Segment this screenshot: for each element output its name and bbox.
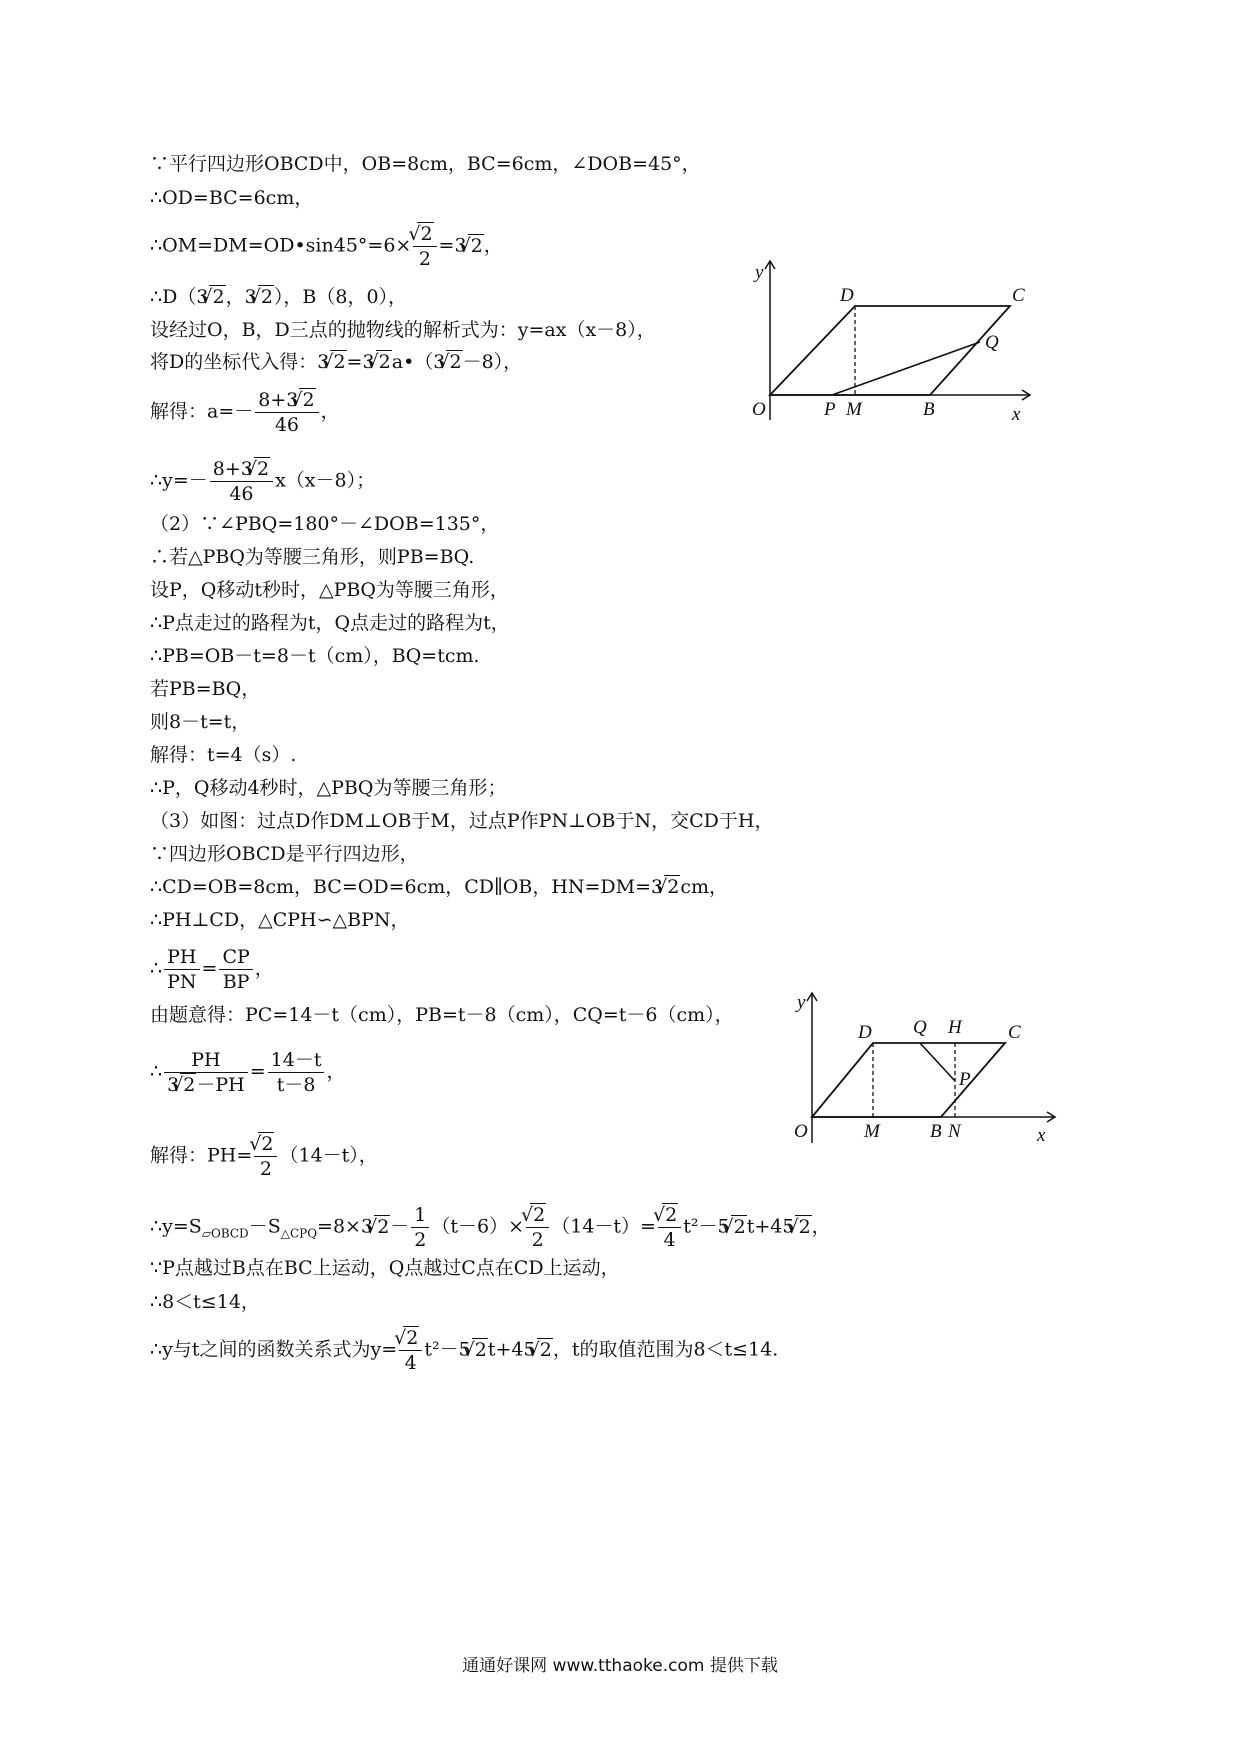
fraction-root2-over-2: √ $\frac{2}{2}$	[413, 222, 436, 271]
text-line-3: ∴OM=DM=OD•sin45°=6× √ $\frac{2}{2}$ =3√ 2，	[150, 222, 503, 271]
text-line-6: 将D的坐标代入得：3√ 2=3√ 2a•（3√ 2－8），	[150, 350, 522, 374]
text-line-24: ∴ $\frac{PH}{3√ 2-PH}$ = $\frac{14-t}{t-8}$ ，	[150, 1048, 346, 1097]
label-m: M	[864, 1121, 880, 1142]
footer-text: 通通好课网 www.tthaoke.com 提供下载	[462, 1656, 778, 1676]
pq-segment	[832, 342, 980, 395]
text-line-4: ∴D（3√ 2，3√ 2），B（8，0），	[150, 285, 407, 309]
fraction-root2-over-4: √ $\frac{2}{4}$	[658, 1203, 681, 1252]
parallelogram-obcd	[812, 1043, 1005, 1117]
text-line-23: 由题意得：PC=14－t（cm），PB=t－8（cm），CQ=t－6（cm），	[150, 1004, 734, 1026]
text-line-28: ∴8＜t≤14，	[150, 1291, 260, 1313]
text-line-12: ∴P点走过的路程为t，Q点走过的路程为t，	[150, 612, 510, 634]
fraction-root2-over-2-c: √ $\frac{2}{2}$	[526, 1203, 549, 1252]
text-line-17: ∴P，Q移动4秒时，△PBQ为等腰三角形；	[150, 777, 507, 799]
text-line-15: 则8－t=t，	[150, 711, 251, 733]
label-b: B	[930, 1121, 942, 1142]
label-x: x	[1037, 1125, 1046, 1146]
fraction-root2-over-4-b: √ $\frac{2}{4}$	[399, 1326, 422, 1375]
fraction-cp-bp: $\frac{CP}{BP}$	[219, 945, 252, 994]
text-line-10: ∴若△PBQ为等腰三角形，则PB=BQ.	[150, 546, 475, 568]
label-h: H	[948, 1017, 962, 1038]
text-line-26: $\therefore y=S_{▱OBCD}-S_{\triangle CPQ}=8\times 3√$ 2－ $\frac{1}{2}$ （t－6）× √ $\frac{2}{2}$ （14－t）= √ $\frac{2}{4}$ t²－5√ 2t+45√ 2，	[150, 1203, 831, 1252]
label-x: x	[1012, 404, 1021, 425]
fraction-y: $\frac{8+3√ 2}{46}$	[210, 457, 273, 506]
text-line-16: 解得：t=4（s）.	[150, 744, 297, 766]
label-q: Q	[913, 1017, 927, 1038]
text-line-20: ∴CD=OB=8cm，BC=OD=6cm，CD∥OB，HN=DM=3√ 2cm，	[150, 875, 728, 899]
label-o: O	[752, 399, 766, 420]
text-line-2: ∴OD=BC=6cm，	[150, 187, 314, 209]
text-line-25: 解得：PH= √ $\frac{2}{2}$ （14－t），	[150, 1132, 378, 1181]
text-line-1: ∵平行四边形OBCD中，OB=8cm，BC=6cm，∠DOB=45°，	[150, 153, 701, 175]
text-line-21: ∴PH⊥CD，△CPH∽△BPN，	[150, 909, 410, 931]
fraction-14t-t8: $\frac{14-t}{t-8}$	[268, 1048, 325, 1097]
label-q: Q	[985, 332, 999, 353]
text-line-14: 若PB=BQ，	[150, 678, 261, 700]
label-p: P	[959, 1069, 971, 1090]
text-line-29: ∴y与t之间的函数关系式为y= √ $\frac{2}{4}$ t²－5√ 2t+45√ 2，t的取值范围为8＜t≤14.	[150, 1326, 778, 1375]
text-line-11: 设P，Q移动t秒时，△PBQ为等腰三角形，	[150, 579, 509, 601]
label-d: D	[858, 1022, 872, 1043]
text-line-13: ∴PB=OB－t=8－t（cm），BQ=tcm.	[150, 645, 480, 667]
text-line-9: （2）∵∠PBQ=180°－∠DOB=135°，	[150, 513, 500, 535]
fraction-ph-pn: $\frac{PH}{PN}$	[164, 945, 199, 994]
fraction-ph-expr: $\frac{PH}{3√ 2-PH}$	[164, 1048, 248, 1097]
figure-parallelogram-1	[740, 255, 1040, 425]
text-line-19: ∵四边形OBCD是平行四边形，	[150, 843, 419, 865]
fraction-root2-over-2-b: √ $\frac{2}{2}$	[254, 1132, 277, 1181]
label-d: D	[840, 285, 854, 306]
text-line-27: ∵P点越过B点在BC上运动，Q点越过C点在CD上运动，	[150, 1257, 620, 1279]
figure-parallelogram-2	[780, 985, 1060, 1150]
fraction-a: $\frac{8+3√ 2}{46}$	[255, 388, 318, 437]
label-c: C	[1012, 285, 1025, 306]
label-b: B	[923, 399, 935, 420]
text-line-22: ∴ $\frac{PH}{PN}$ = $\frac{CP}{BP}$ ，	[150, 946, 274, 993]
fraction-half: $\frac{1}{2}$	[411, 1203, 429, 1252]
label-p: P	[824, 399, 836, 420]
qp-segment	[920, 1043, 955, 1081]
label-m: M	[846, 399, 862, 420]
text-line-18: （3）如图：过点D作DM⊥OB于M，过点P作PN⊥OB于N，交CD于H，	[150, 810, 774, 832]
label-n: N	[948, 1121, 961, 1142]
label-y: y	[755, 262, 764, 283]
label-c: C	[1008, 1022, 1021, 1043]
parallelogram-obcd	[770, 306, 1010, 395]
text-line-8: ∴y=－ $\frac{8+3√ 2}{46}$ x（x－8）；	[150, 457, 375, 506]
text-line-7: 解得：a=－ $\frac{8+3√ 2}{46}$ ，	[150, 388, 340, 437]
label-o: O	[794, 1121, 808, 1142]
label-y: y	[797, 992, 806, 1013]
text-line-5: 设经过O，B，D三点的抛物线的解析式为：y=ax（x－8），	[150, 319, 656, 341]
